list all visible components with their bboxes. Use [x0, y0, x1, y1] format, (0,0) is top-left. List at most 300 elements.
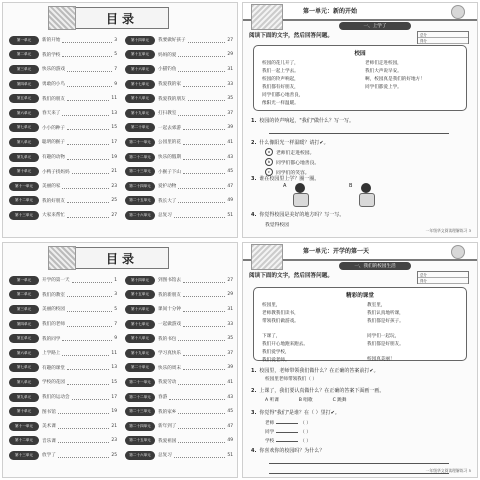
toc-entry-title: 我长大了: [158, 198, 177, 204]
toc-entry-page: 45: [227, 169, 233, 175]
toc-entry-title: 我们的运动会: [42, 395, 70, 401]
toc-entry-page: 9: [114, 336, 117, 342]
toc-entry[interactable]: [125, 208, 233, 223]
dot-leader: [62, 351, 109, 356]
dot-leader: [67, 365, 109, 370]
unit-badge: 第十六单元: [125, 305, 155, 314]
toc-entry[interactable]: [125, 331, 233, 346]
unit-badge: 第四单元: [9, 320, 39, 329]
toc-entry-title: 有趣的课堂: [42, 365, 65, 371]
book-illustration-icon: [48, 246, 76, 270]
toc-entry[interactable]: [9, 121, 117, 136]
toc-entry-title: 大家来帮忙: [42, 213, 65, 219]
unit-badge: 第二十一单元: [125, 138, 155, 147]
passage-title: 校园: [354, 51, 366, 57]
page-footer: 一年级华文阅读理解练习 3: [425, 228, 471, 233]
score-box: [417, 31, 469, 44]
toc-entry-page: 37: [227, 350, 233, 356]
question-2: [251, 139, 471, 176]
dot-leader: [67, 125, 109, 130]
toc-entry-page: 13: [111, 365, 117, 371]
unit-badge: 第五单元: [9, 94, 39, 103]
toc-entry-title: 我的新朋友: [158, 292, 181, 298]
toc-entry[interactable]: [9, 164, 117, 179]
toc-entry-page: 41: [227, 139, 233, 145]
unit-badge: 第八单元: [9, 138, 39, 147]
passage-line: [367, 326, 458, 331]
toc-column-left: [9, 273, 117, 463]
toc-entry[interactable]: [9, 179, 117, 194]
dot-leader: [178, 409, 225, 414]
toc-entry-title: 课间十分钟: [158, 307, 181, 313]
unit-badge: 第七单元: [9, 363, 39, 372]
toc-entry-title: 一起做游戏: [158, 322, 181, 328]
dot-leader: [67, 307, 112, 312]
toc-entry[interactable]: [9, 361, 117, 376]
dot-leader: [67, 322, 112, 327]
unit-badge: 第十七单元: [125, 80, 155, 89]
toc-entry-page: 51: [227, 212, 233, 218]
dot-leader: [183, 292, 225, 297]
toc-entry[interactable]: [9, 390, 117, 405]
toc-entry[interactable]: [9, 150, 117, 165]
passage-line: [365, 100, 458, 106]
passage-line: [367, 349, 458, 354]
toc-entry-title: 我的好朋友: [42, 198, 65, 204]
score-box: [417, 271, 469, 284]
toc-entry-page: 49: [227, 438, 233, 444]
unit-badge: 第二十三单元: [125, 407, 155, 416]
toc-entry[interactable]: [125, 273, 233, 288]
toc-entry[interactable]: [125, 179, 233, 194]
toc-entry-page: 21: [111, 169, 117, 175]
ball-icon: [451, 5, 465, 19]
toc-entry-page: 35: [227, 96, 233, 102]
option-row: [265, 397, 471, 403]
toc-entry[interactable]: [125, 448, 233, 463]
toc-entry[interactable]: [125, 106, 233, 121]
toc-entry-title: 美丽的家: [42, 184, 61, 190]
toc-entry-title: 春天来了: [42, 111, 61, 117]
passage-line: 像阳光一样温暖。: [262, 101, 299, 106]
passage-line: 下课了，: [262, 334, 281, 339]
toc-entry[interactable]: [9, 346, 117, 361]
unit-title: 第一单元：新的开始: [303, 8, 358, 15]
instruction-text: 阅读下面的文字，然后回答问题。: [249, 33, 333, 39]
question-text: 你觉得校园是美好的地方吗？写一写。: [259, 212, 345, 218]
option-a[interactable]: [265, 148, 471, 156]
toc-entry[interactable]: [125, 302, 233, 317]
toc-entry-page: 41: [227, 379, 233, 385]
toc-entry[interactable]: [125, 33, 233, 48]
toc-entry[interactable]: [125, 48, 233, 63]
toc-entry-page: 25: [111, 198, 117, 204]
toc-entry-title: 放学了: [42, 453, 56, 459]
unit-badge: 第六单元: [9, 109, 39, 118]
dot-leader: [183, 125, 225, 130]
unit-badge: 第三单元: [9, 305, 39, 314]
dot-leader: [183, 322, 225, 327]
score-label-got: 得分: [418, 38, 468, 44]
toc-entry-title: 学习真快乐: [158, 351, 181, 357]
toc-entry[interactable]: [9, 404, 117, 419]
dot-leader: [178, 67, 225, 72]
toc-entry[interactable]: [125, 164, 233, 179]
question-number: 3.: [251, 176, 257, 182]
toc-entry[interactable]: [125, 288, 233, 303]
toc-entry[interactable]: [9, 434, 117, 449]
passage-line: 校园里，: [262, 303, 281, 308]
toc-entry[interactable]: [9, 331, 117, 346]
passage-column-right: [367, 302, 458, 363]
passage-line: 老师教我们读书，: [262, 311, 299, 316]
dot-leader: [183, 155, 225, 160]
unit-badge: 第十单元: [9, 407, 39, 416]
toc-entry[interactable]: [9, 91, 117, 106]
toc-entry[interactable]: [125, 361, 233, 376]
toc-entry[interactable]: [9, 106, 117, 121]
dot-leader: [183, 278, 225, 283]
dot-leader: [67, 198, 109, 203]
toc-entry-page: 47: [227, 183, 233, 189]
unit-badge: 第二十四单元: [125, 422, 155, 431]
toc-entry-title: 图书馆: [42, 409, 56, 415]
dot-leader: [58, 453, 110, 458]
answer-line[interactable]: [269, 127, 449, 134]
toc-entry[interactable]: [9, 77, 117, 92]
toc-entry-page: 11: [111, 96, 117, 102]
dot-leader: [178, 184, 225, 189]
toc-entry-page: 29: [227, 52, 233, 58]
unit-badge: 第二十二单元: [125, 153, 155, 162]
toc-entry-page: 19: [111, 409, 117, 415]
toc-entry[interactable]: [9, 135, 117, 150]
unit-badge: 第八单元: [9, 378, 39, 387]
toc-entry-title: 勇敢的小鸟: [42, 82, 65, 88]
lesson-tab: 一、我们的校园生活: [339, 262, 411, 270]
unit-title: 第一单元：开学的第一天: [303, 248, 370, 255]
question-number: 1.: [251, 368, 257, 374]
passage-line: 我们都是好朋友。: [367, 342, 404, 347]
dot-leader: [183, 169, 225, 174]
unit-badge: 第二十单元: [125, 363, 155, 372]
toc-entry-title: 我爱祖国: [158, 438, 177, 444]
dot-leader: [72, 395, 110, 400]
unit-badge: 第十八单元: [125, 334, 155, 343]
question-3: [251, 175, 471, 182]
lesson-tab: 一、上学了: [339, 22, 411, 30]
passage-body: [262, 60, 458, 106]
unit-badge: 第二十二单元: [125, 393, 155, 402]
dot-leader: [67, 67, 112, 72]
dot-leader: [183, 82, 225, 87]
toc-entry-title: 一起去郊游: [158, 125, 181, 131]
dot-leader: [178, 198, 225, 203]
choice-label-a: A: [283, 183, 287, 189]
dot-leader: [58, 424, 110, 429]
option-b[interactable]: [265, 158, 471, 166]
toc-entry-title: 我爱劳动: [158, 380, 177, 386]
toc-entry-page: 13: [111, 110, 117, 116]
toc-entry-page: 9: [114, 81, 117, 87]
toc-entry[interactable]: [125, 121, 233, 136]
checklist-item[interactable]: 同学 （ ）: [265, 430, 311, 435]
unit-badge: 第二十三单元: [125, 167, 155, 176]
unit-badge: 第二单元: [9, 50, 39, 59]
dot-leader: [188, 96, 226, 101]
unit-badge: 第二单元: [9, 290, 39, 299]
toc-title: 目录: [105, 11, 138, 26]
dot-leader: [62, 336, 112, 341]
toc-entry-page: 43: [227, 154, 233, 160]
toc-entry-title: 上学路上: [42, 351, 61, 357]
dot-leader: [178, 111, 225, 116]
toc-entry[interactable]: [9, 273, 117, 288]
toc-entry-title: 快乐的周末: [158, 365, 181, 371]
toc-entry-title: 我的家乡: [158, 409, 177, 415]
toc-entry-page: 33: [227, 321, 233, 327]
toc-entry-title: 我们的教室: [42, 292, 65, 298]
passage-line: 同学们都心地善良，: [262, 93, 304, 98]
toc-entry[interactable]: [125, 62, 233, 77]
unit-badge: 第五单元: [9, 334, 39, 343]
option-b[interactable]: B 唱歌: [298, 398, 313, 403]
toc-entry-title: 快乐的游戏: [42, 67, 65, 73]
instruction-text: 阅读下面的文字，然后回答问题。: [249, 273, 333, 279]
toc-entry-page: 7: [114, 66, 117, 72]
unit-badge: 第三单元: [9, 65, 39, 74]
toc-entry[interactable]: [9, 288, 117, 303]
dot-leader: [183, 351, 225, 356]
unit-badge: 第一单元: [9, 36, 39, 45]
unit-badge: 第十七单元: [125, 320, 155, 329]
passage-line: 我们大声说早安。: [365, 69, 402, 74]
unit-badge: 第九单元: [9, 153, 39, 162]
toc-entry-title: 开学的第一天: [42, 278, 70, 284]
answer-line[interactable]: [269, 457, 449, 464]
unit-badge: 第九单元: [9, 393, 39, 402]
toc-entry-title: 我要做好孩子: [158, 38, 186, 44]
dot-leader: [72, 278, 113, 283]
toc-entry[interactable]: [9, 62, 117, 77]
toc-entry-title: 我爱我的家: [158, 82, 181, 88]
toc-entry[interactable]: [125, 194, 233, 209]
toc-entry-page: 31: [227, 66, 233, 72]
toc-entry[interactable]: [125, 346, 233, 361]
passage-line: 我们都是好孩子。: [367, 319, 404, 324]
toc-entry[interactable]: [9, 208, 117, 223]
question-text: 你觉得"我们"是谁？在（ ）里打✔。: [259, 410, 340, 416]
reading-passage: [253, 287, 467, 361]
toc-entry[interactable]: [9, 317, 117, 332]
toc-entry-page: 35: [227, 336, 233, 342]
toc-title-banner: [75, 247, 169, 269]
child-reading-illustration[interactable]: [289, 183, 311, 205]
unit-header: [243, 3, 478, 21]
toc-entry-page: 27: [227, 37, 233, 43]
dot-leader: [67, 380, 109, 385]
dot-leader: [174, 213, 226, 218]
dot-leader: [62, 184, 109, 189]
toc-entry-page: 33: [227, 81, 233, 87]
checklist-item[interactable]: 老师 （ ）: [265, 421, 311, 426]
toc-entry[interactable]: [9, 302, 117, 317]
toc-entry-page: 29: [227, 292, 233, 298]
toc-entry-title: 我们的老师: [42, 322, 65, 328]
passage-line: 教室里，: [367, 303, 386, 308]
unit-badge: 第十一单元: [9, 422, 39, 431]
mascot-illustration-icon: [251, 244, 283, 270]
unit-badge: 第十九单元: [125, 349, 155, 358]
toc-entry-title: 新的开始: [42, 38, 61, 44]
unit-badge: 第十单元: [9, 167, 39, 176]
option-label: a: [265, 148, 273, 156]
answer-line[interactable]: [269, 467, 449, 474]
dot-leader: [62, 52, 112, 57]
option-c[interactable]: C 跳舞: [332, 398, 347, 403]
toc-entry-page: 45: [227, 409, 233, 415]
score-label-got: 得分: [418, 278, 468, 284]
toc-entry-page: 7: [114, 321, 117, 327]
toc-entry[interactable]: [125, 419, 233, 434]
unit-badge: 第十八单元: [125, 94, 155, 103]
toc-entry-title: 我的学校: [42, 52, 61, 58]
unit-badge: 第十四单元: [125, 276, 155, 285]
toc-entry-title: 快乐的假期: [158, 155, 181, 161]
question-number: 4.: [251, 212, 257, 218]
toc-entry-page: 3: [114, 37, 117, 43]
toc-entry[interactable]: [125, 375, 233, 390]
toc-entry-page: 19: [111, 154, 117, 160]
question-text: 什么像阳光一样温暖？请打✔。: [259, 140, 329, 146]
dot-leader: [62, 111, 109, 116]
unit-badge: 第二十六单元: [125, 211, 155, 220]
dot-leader: [174, 453, 226, 458]
question-4: [251, 211, 471, 228]
question-number: 2.: [251, 388, 257, 394]
dot-leader: [67, 155, 109, 160]
toc-entry[interactable]: [9, 33, 117, 48]
toc-entry-title: 妈妈的爱: [158, 52, 177, 58]
toc-entry-page: 17: [111, 394, 117, 400]
unit-badge: 第二十四单元: [125, 182, 155, 191]
passage-line: 老师们走进校园，: [365, 61, 402, 66]
option-text: 同学们都心地善良。: [276, 160, 320, 166]
page-footer: 一年级华文阅读理解练习 5: [425, 468, 471, 473]
dot-leader: [178, 438, 225, 443]
toc-entry-title: 我的同学: [42, 336, 61, 342]
unit-badge: 第十五单元: [125, 50, 155, 59]
toc-entry[interactable]: [9, 48, 117, 63]
toc-entry[interactable]: [125, 150, 233, 165]
question-number: 1.: [251, 118, 257, 124]
toc-entry[interactable]: [9, 419, 117, 434]
toc-entry-title: 有趣的动物: [42, 155, 65, 161]
option-text: 同学们的笑容。: [276, 170, 310, 176]
toc-entry[interactable]: [125, 135, 233, 150]
passage-line: 我们开心地跑来跑去。: [262, 342, 308, 347]
toc-entry-page: 11: [111, 350, 117, 356]
toc-title: 目录: [105, 251, 138, 266]
question-2: [251, 387, 471, 403]
unit-badge: 第十四单元: [125, 36, 155, 45]
passage-line: 带领我们做游戏。: [262, 319, 299, 324]
toc-entry-title: 打扫教室: [158, 111, 177, 117]
dot-leader: [67, 140, 109, 145]
toc-entry-page: 15: [111, 125, 117, 131]
toc-entry[interactable]: [125, 404, 233, 419]
toc-entry-page: 23: [111, 438, 117, 444]
toc-entry[interactable]: [9, 448, 117, 463]
toc-entry[interactable]: [125, 434, 233, 449]
toc-entry-page: 15: [111, 379, 117, 385]
unit-badge: 第一单元: [9, 276, 39, 285]
checklist-item[interactable]: 学校 （ ）: [265, 439, 311, 444]
unit-badge: 第十一单元: [9, 182, 39, 191]
passage-line: 我们爱老师。: [262, 358, 290, 363]
toc-entry[interactable]: [125, 317, 233, 332]
toc-entry-page: 1: [114, 277, 117, 283]
toc-entry[interactable]: [125, 390, 233, 405]
toc-entry-title: 聪明的猴子: [42, 140, 65, 146]
toc-entry-page: 31: [227, 306, 233, 312]
toc-entry-title: 音乐课: [42, 438, 56, 444]
question-number: 4.: [251, 448, 257, 454]
toc-entry-page: 47: [227, 423, 233, 429]
lesson-page-bottom: [242, 242, 478, 478]
dot-leader: [178, 424, 225, 429]
option-a[interactable]: A 听课: [265, 398, 279, 403]
dot-leader: [62, 38, 112, 43]
unit-badge: 第十二单元: [9, 436, 39, 445]
toc-entry[interactable]: [9, 194, 117, 209]
question-text: 谁在校园里上学？圈一圈。: [259, 176, 320, 182]
toc-column-right: [125, 33, 233, 223]
mascot-illustration-icon: [251, 4, 283, 30]
question-subtext: 校园里老师带领我们（ ）: [265, 377, 317, 382]
question-1: [251, 367, 471, 382]
toc-entry[interactable]: [125, 91, 233, 106]
toc-entry-page: 21: [111, 423, 117, 429]
toc-entry-title: 小猴子下山: [158, 169, 181, 175]
toc-entry-page: 17: [111, 139, 117, 145]
toc-entry-page: 23: [111, 183, 117, 189]
toc-entry-title: 公园里的花: [158, 140, 181, 146]
question-text: 上课了，我们要认真做什么？在正确的答案下面画一画。: [259, 388, 385, 394]
passage-line: 我们认真地听课，: [367, 311, 404, 316]
toc-entry[interactable]: [9, 375, 117, 390]
dot-leader: [67, 292, 112, 297]
unit-badge: 第十五单元: [125, 290, 155, 299]
option-label: b: [265, 158, 273, 166]
passage-line: 校园的花儿开了，: [262, 61, 299, 66]
dot-leader: [72, 169, 110, 174]
option-label: c: [265, 168, 273, 176]
toc-entry-page: 39: [227, 125, 233, 131]
toc-entry-page: 43: [227, 394, 233, 400]
toc-column-left: [9, 33, 117, 223]
passage-line: 我们都有好朋友，: [262, 85, 299, 90]
child-waving-illustration[interactable]: [355, 183, 377, 205]
passage-column-left: [262, 302, 353, 363]
book-illustration-icon: [48, 6, 76, 30]
toc-entry[interactable]: [125, 77, 233, 92]
passage-line: 我们一起上学去。: [262, 69, 299, 74]
dot-leader: [67, 96, 109, 101]
toc-entry-title: 学校的花园: [42, 380, 65, 386]
passage-line: 我们爱学校，: [262, 350, 290, 355]
dot-leader: [183, 307, 225, 312]
